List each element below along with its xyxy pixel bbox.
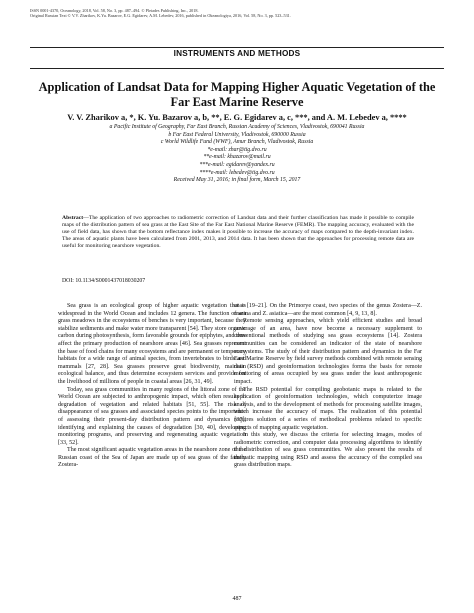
paragraph: ceae [19–21]. On the Primorye coast, two species of the genus Zostera—Z. marina and Z. asiatica—are the most common [4, 9, 13, 8].: [234, 303, 422, 317]
paragraph: Sea grass is an ecological group of higher aquatic vegetation that is widespread in the World Ocean and includes 12 genera. The function of sea grass meadows in the ecosystems of benches is very important, because they stabilize sediments and make water more transparent [54]. They store organic carbon during photosynthesis, form favorable grounds for epiphytes, and thus affect the primary production of nearshore areas [46]. Sea grasses represent the base of food chains for many ecosystems and are permanent or temporary habitats for a wide range of animal species, from invertebrates to birds and mammals [27, 28]. Sea grasses preserve great biodiversity, maintain ecological balance, and thus determine ecosystem services and provide for the livelihood of millions of people in coastal areas [26, 31, 49].: [58, 303, 246, 385]
email-line: ****e-mail: lebedev@tig.dvo.ru: [199, 169, 275, 176]
email-line: *e-mail: zhar@tig.dvo.ru: [207, 146, 267, 153]
journal-citation: ISSN 0001-4370, Oceanology, 2018, Vol. 58, No. 3, pp. 487–494. © Pleiades Publishing, Inc., 2018.: [30, 8, 199, 13]
section-rule-bottom: [30, 68, 444, 69]
original-text-note: Original Russian Text © V.V. Zharikov, K.Yu. Bazarov, E.G. Egidarev, A.M. Lebedev, 2016, published in Okeanologiya, 2016, Vol. 58, No. 3, pp. 523–531.: [30, 13, 291, 19]
affiliations: [30, 124, 444, 185]
left-column: [58, 303, 246, 470]
paragraph: Remote sensing approaches, which yield efficient studies and broad coverage of an area, have now become a necessary supplement to conventional methods of studying sea grass ecosystems [14]. Zostera communities can be considered an indicator of the state of nearshore ecosystems. The study of their distribution pattern and dynamics in the Far East Marine Reserve by field survey methods combined with remote sensing data (RSD) and geoinformation technologies forms the basis for remote monitoring of areas occupied by sea grass under the least anthropogenic impact.: [234, 318, 422, 385]
page-number: 487: [232, 596, 242, 602]
section-rule-top: [30, 47, 444, 48]
doi: DOI: 10.1134/S0001437018030207: [62, 278, 146, 284]
author-list: V. V. Zharikov a, *, K. Yu. Bazarov a, b, **, E. G. Egidarev a, c, ***, and A. M. Lebedev a, ****: [67, 113, 407, 122]
affiliation-line: a Pacific Institute of Geography, Far East Branch, Russian Academy of Sciences, Vladivostok, 690041 Russia: [109, 124, 365, 130]
paragraph: In this study, we discuss the criteria for selecting images, modes of radiometric correction, and computer data processing algorithms to identify the distribution of sea grass communities. We also present the results of thematic mapping using RSD and assess the accuracy of the compiled sea grass distribution maps.: [234, 432, 422, 469]
right-column: [234, 303, 422, 470]
paragraph: Today, sea grass communities in many regions of the littoral zone of the World Ocean are subjected to anthropogenic impact, which often results in degradation of vegetation and related habitats [51, 55]. The risk of disappearance of sea grasses and associated species points to the importance of assessing their present-day distribution pattern and dynamics [37], identifying and explaining the causes of degradation [30, 40], developing monitoring programs, and preserving and regenerating aquatic vegetation [33, 52].: [58, 386, 246, 446]
affiliation-line: c World Wildlife Fund (WWF), Amur Branch, Vladivostok, Russia: [160, 139, 314, 146]
section-heading: INSTRUMENTS AND METHODS: [173, 49, 301, 58]
abstract-text: —The application of two approaches to radiometric correction of Landsat data and their further classification has made it possible to compile maps of the distribution pattern of sea grass at the East Site of the Far East National Marine Reserve (FEMR). The mapping accuracy, evaluated with the use of field data, has shown that the bottom reflectance index makes it possible to increase the accuracy of maps compared to the depth-invariant index. The areas of aquatic plants have been calculated from 2001, 2013, and 2014 data. It has been shown that the approaches for processing remote data are useful for monitoring nearshore vegetation.: [62, 215, 414, 250]
paragraph: The RSD potential for compiling geobotanic maps is related to the application of geoinformation technologies, which computerize image analysis, and to the development of methods for processing satellite images, which increase the accuracy of maps. The realization of this potential requires solution of a series of methodical problems related to specific aspects of mapping aquatic vegetation.: [234, 386, 422, 431]
article-title: Application of Landsat Data for Mapping Higher Aquatic Vegetation of the Far East Marine Reserve: [38, 80, 436, 109]
affiliation-line: b Far East Federal University, Vladivostok, 690000 Russia: [168, 131, 306, 138]
paragraph: The most significant aquatic vegetation areas in the nearshore zone of the Russian coast of the Sea of Japan are made up of sea grass of the family Zostera-: [58, 447, 246, 469]
journal-header: [30, 8, 450, 19]
abstract-label: Abstract: [62, 215, 84, 221]
email-line: **e-mail: khazarov@mail.ru: [203, 154, 271, 161]
email-line: ***e-mail: egidarev@yandex.ru: [199, 161, 275, 168]
abstract: [62, 215, 414, 250]
received-date: Received May 31, 2016; in final form, March 15, 2017: [173, 177, 301, 184]
